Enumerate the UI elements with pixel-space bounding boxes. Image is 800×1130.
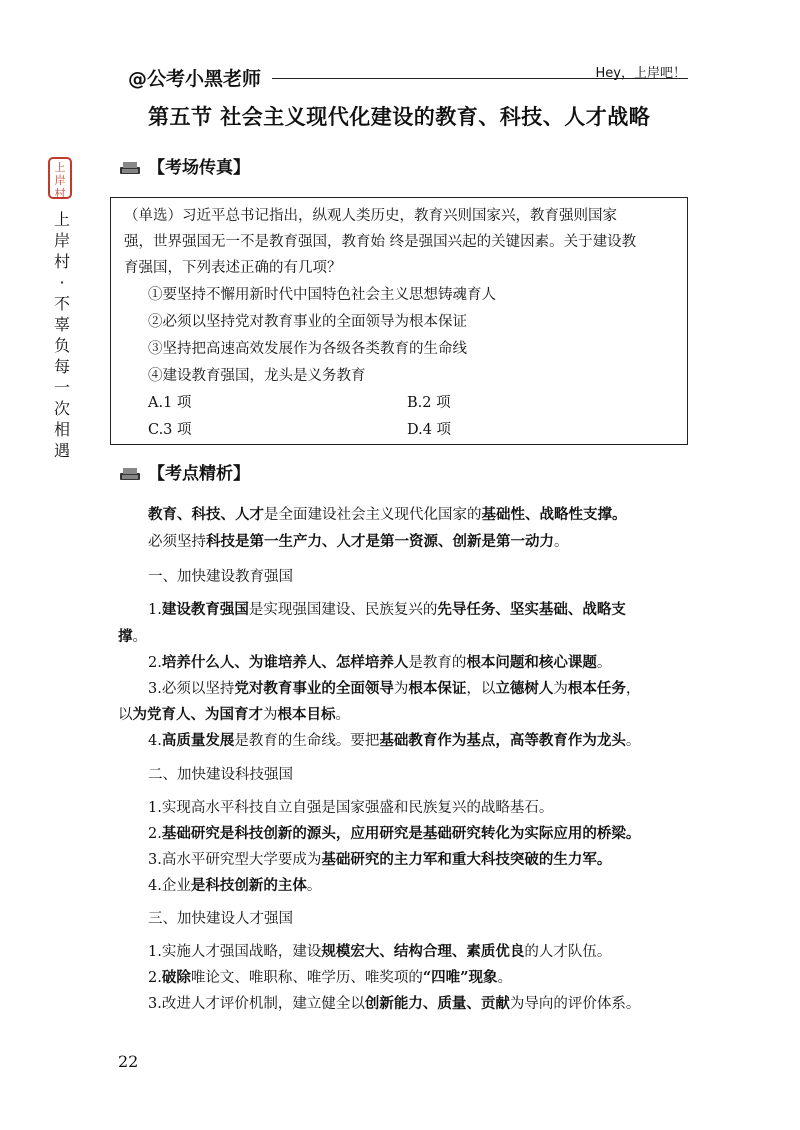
education-point: 3.必须以坚持党对教育事业的全面领导为根本保证，以立德树人为根本任务， <box>148 680 641 697</box>
question-item: ①要坚持不懈用新时代中国特色社会主义思想铸魂育人 <box>148 287 496 303</box>
header-slogan: Hey，上岸吧！ <box>595 66 686 81</box>
typewriter-icon <box>118 161 142 175</box>
intro-paragraph: 教育、科技、人才是全面建设社会主义现代化国家的基础性、战略性支撑。 <box>148 506 627 523</box>
section-title: 第五节 社会主义现代化建设的教育、科技、人才战略 <box>148 105 651 129</box>
education-point: 4.高质量发展是教育的生命线。要把基础教育作为基点，高等教育作为龙头。 <box>148 732 641 749</box>
option-b: B.2 项 <box>407 395 451 411</box>
author-handle: @公考小黑老师 <box>128 68 262 90</box>
question-item: ④建设教育强国，龙头是义务教育 <box>148 368 366 384</box>
technology-point: 4.企业是科技创新的主体。 <box>148 877 322 894</box>
analysis-tag: 【考点精析】 <box>118 459 250 484</box>
question-stem-line: （单选）习近平总书记指出，纵观人类历史，教育兴则国家兴，教育强则国家 <box>124 208 617 224</box>
page-number: 22 <box>118 1052 139 1071</box>
talent-point: 1.实施人才强国战略，建设规模宏大、结构合理、素质优良的人才队伍。 <box>148 943 612 960</box>
heading-talent: 三、加快建设人才强国 <box>148 911 293 927</box>
typewriter-icon <box>118 467 142 481</box>
education-point-cont: 撑。 <box>118 628 147 645</box>
question-item: ③坚持把高速高效发展作为各级各类教育的生命线 <box>148 341 467 357</box>
technology-point: 3.高水平研究型大学要成为基础研究的主力军和重大科技突破的生力军。 <box>148 851 612 868</box>
education-point: 1.建设教育强国是实现强国建设、民族复兴的先导任务、坚实基础、战略支 <box>148 601 626 618</box>
side-motto: 上 岸 村 · 不 辜 负 每 一 次 相 遇 <box>53 210 70 460</box>
talent-point: 2.破除唯论文、唯职称、唯学历、唯奖项的“四唯”现象。 <box>148 969 513 986</box>
question-item: ②必须以坚持党对教育事业的全面领导为根本保证 <box>148 314 467 330</box>
option-d: D.4 项 <box>407 422 452 438</box>
education-point-cont: 以为党育人、为国育才为根本目标。 <box>118 706 350 723</box>
heading-technology: 二、加快建设科技强国 <box>148 767 293 783</box>
technology-point: 1.实现高水平科技自立自强是国家强盛和民族复兴的战略基石。 <box>148 800 554 816</box>
option-a: A.1 项 <box>148 395 192 411</box>
exam-tag: 【考场传真】 <box>118 153 250 178</box>
technology-point: 2.基础研究是科技创新的源头，应用研究是基础研究转化为实际应用的桥梁。 <box>148 825 641 842</box>
education-point: 2.培养什么人、为谁培养人、怎样培养人是教育的根本问题和核心课题。 <box>148 654 612 671</box>
question-stem-line: 强，世界强国无一不是教育强国，教育始 终是强国兴起的关键因素。关于建设教 <box>124 234 637 250</box>
question-stem-line: 育强国，下列表述正确的有几项？ <box>124 260 342 276</box>
option-c: C.3 项 <box>148 422 192 438</box>
heading-education: 一、加快建设教育强国 <box>148 569 293 585</box>
intro-paragraph: 必须坚持科技是第一生产力、人才是第一资源、创新是第一动力。 <box>148 533 569 550</box>
talent-point: 3.改进人才评价机制，建立健全以创新能力、质量、贡献为导向的评价体系。 <box>148 995 641 1012</box>
side-seal-logo: 上 岸 村 <box>48 157 72 199</box>
